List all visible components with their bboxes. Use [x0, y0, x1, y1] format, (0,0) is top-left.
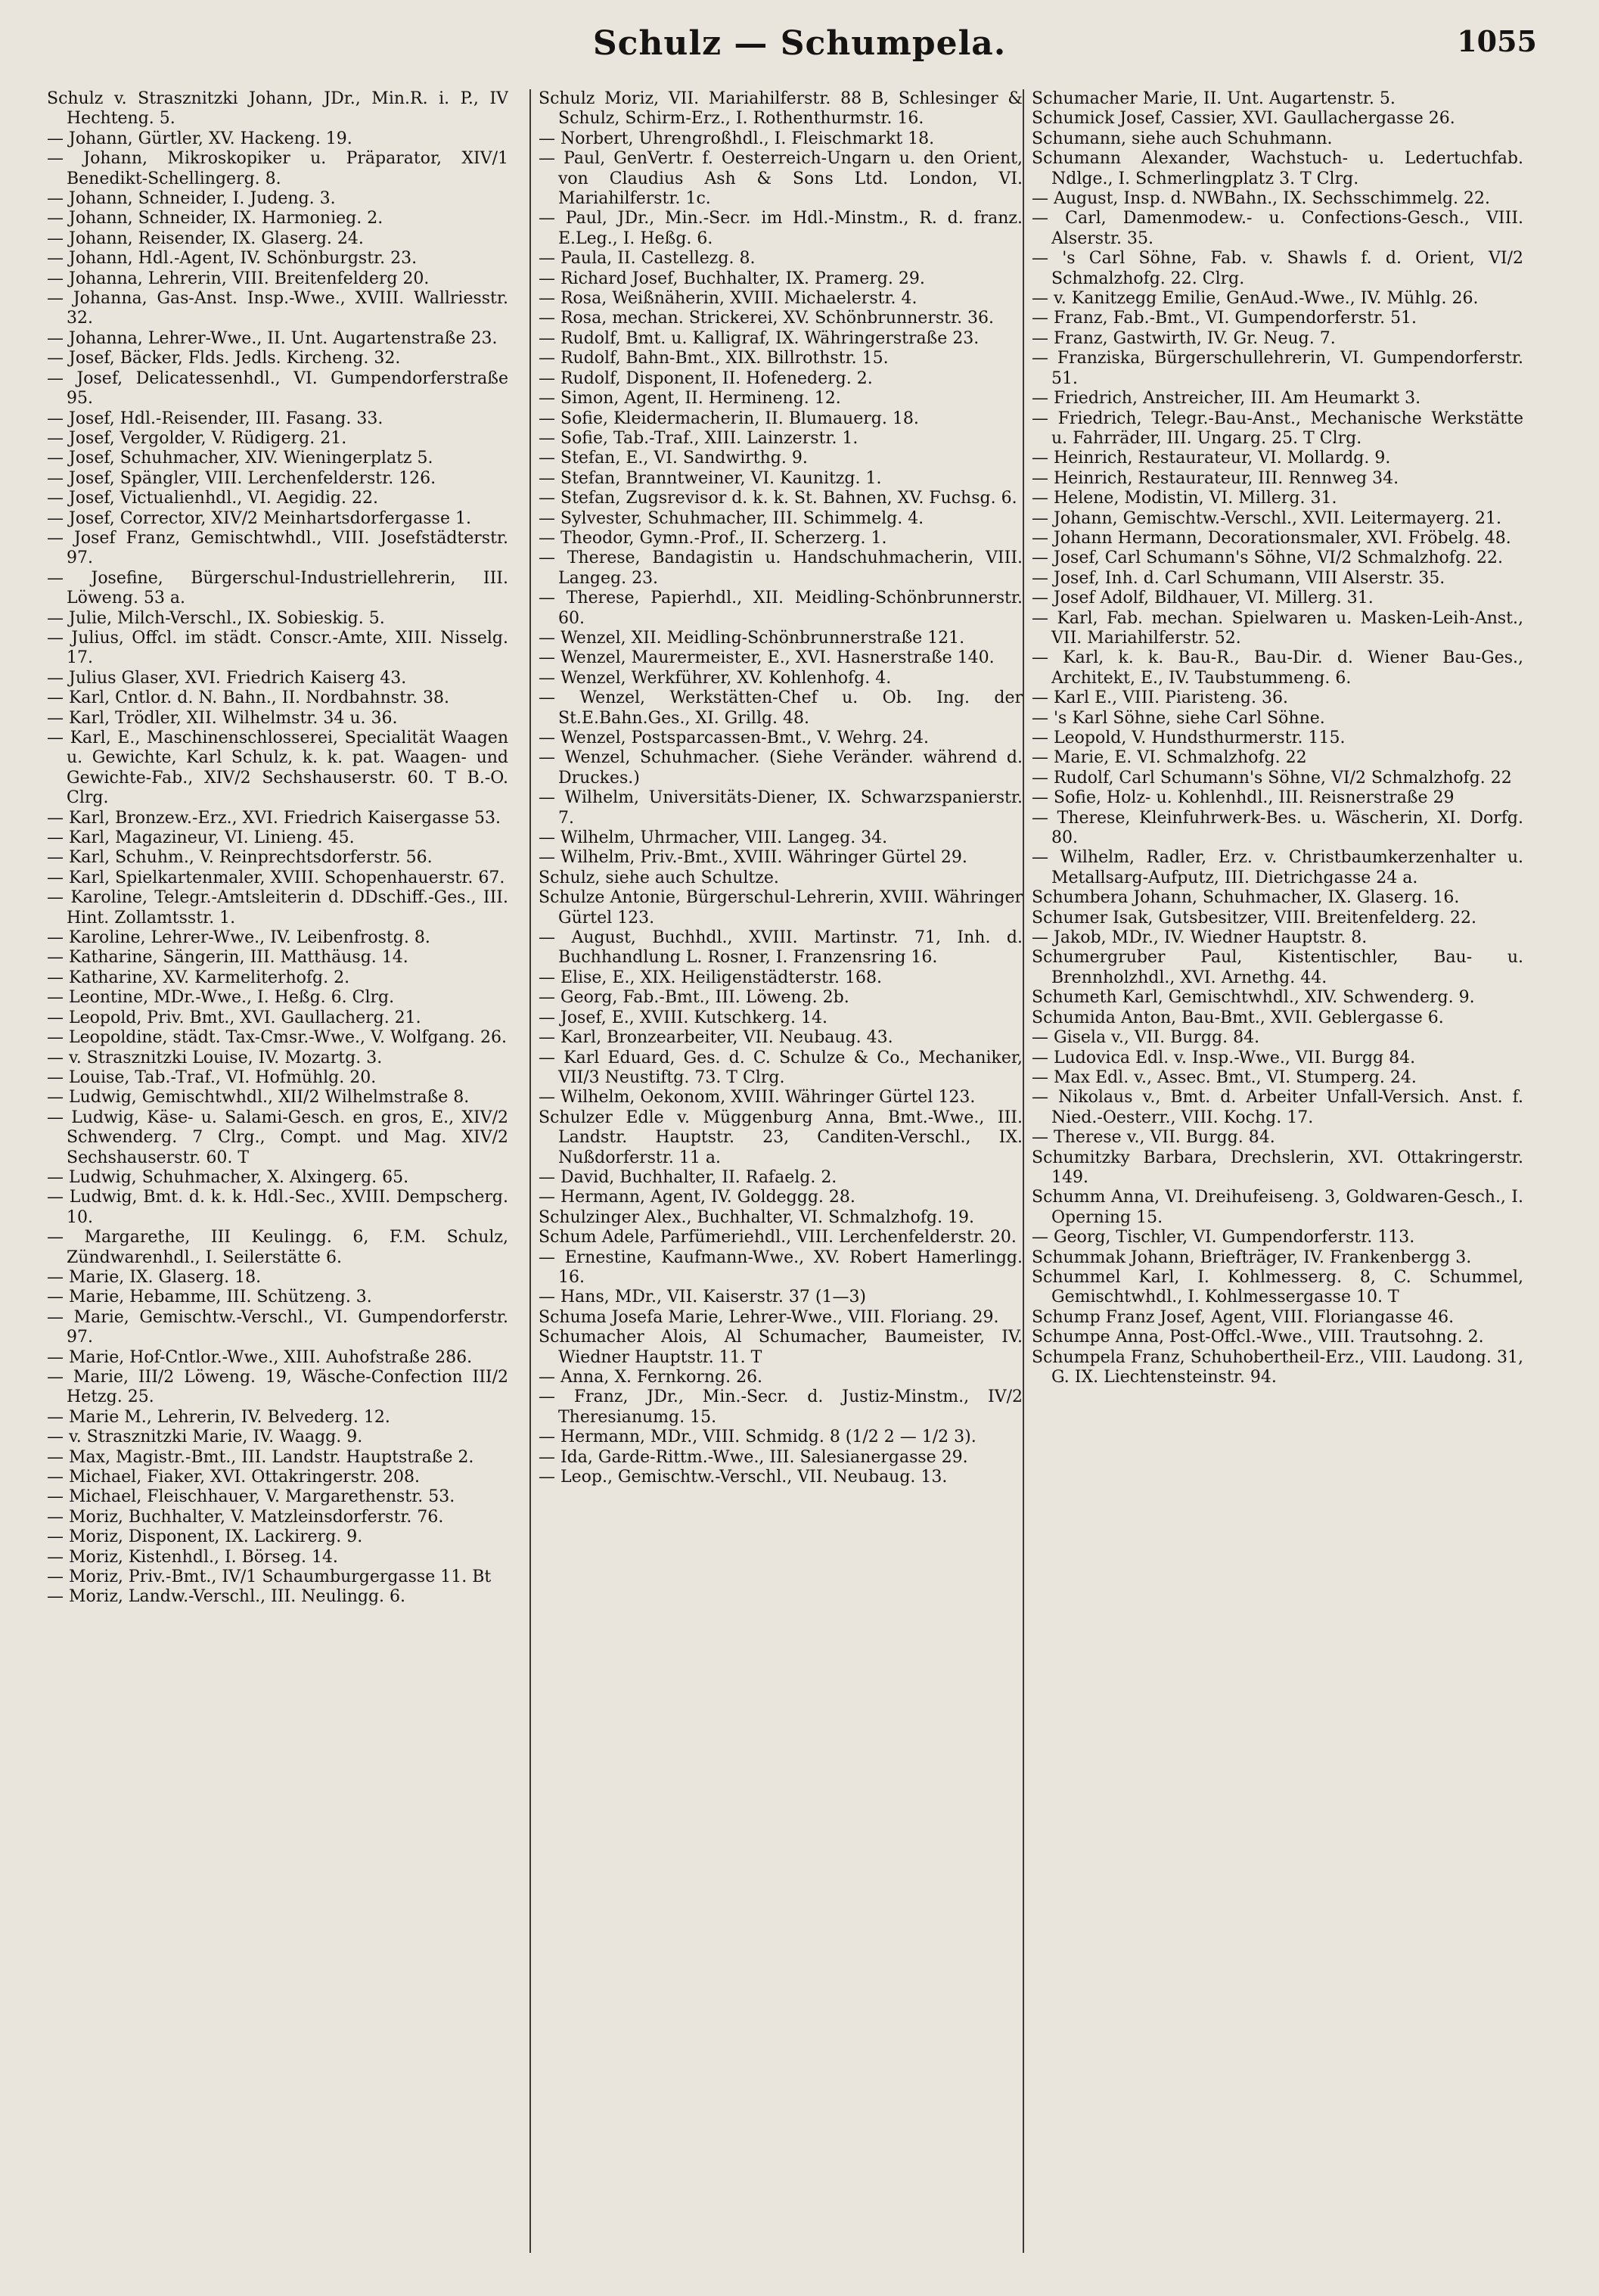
directory-entry: — Therese v., VII. Burgg. 84.: [1032, 1128, 1275, 1148]
directory-entry: — Johanna, Gas-Anst. Insp.-Wwe., XVIII. Wallriesstr. 32.: [47, 289, 508, 328]
directory-entry: Schumann Alexander, Wachstuch- u. Ledertuchfab. Ndlge., I. Schmerlingplatz 3. T Clrg.: [1032, 149, 1523, 188]
directory-entry: — Karoline, Telegr.-Amtsleiterin d. DDschiff.-Ges., III. Hint. Zollamtsstr. 1.: [47, 888, 508, 927]
directory-entry: — Johann, Reisender, IX. Glaserg. 24.: [47, 228, 364, 248]
directory-entry: — Johann, Mikroskopiker u. Präparator, XIV/1 Benedikt-Schellingerg. 8.: [47, 149, 508, 188]
directory-entry: — Leopold, V. Hundsthurmerstr. 115.: [1032, 729, 1346, 747]
directory-entry: — Marie, Hof-Cntlor.-Wwe., XIII. Auhofstraße 286.: [47, 1347, 473, 1367]
directory-entry: — Leop., Gemischtw.-Verschl., VII. Neubaug. 13.: [539, 1468, 948, 1487]
directory-entry: — Moriz, Disponent, IX. Lackirerg. 9.: [47, 1527, 363, 1547]
directory-entry: — David, Buchhalter, II. Rafaelg. 2.: [539, 1167, 837, 1187]
directory-entry: — Stefan, Branntweiner, VI. Kaunitzg. 1.: [539, 468, 882, 488]
directory-entry: — Hans, MDr., VII. Kaiserstr. 37 (1—3): [539, 1288, 867, 1307]
directory-entry: — Karl Eduard, Ges. d. C. Schulze & Co., Mechaniker, VII/3 Neustiftg. 73. T Clrg.: [539, 1048, 1023, 1087]
directory-entry: — Wenzel, Maurermeister, E., XVI. Hasnerstraße 140.: [539, 648, 995, 668]
column-left: [47, 89, 508, 2260]
directory-entry: — Rudolf, Disponent, II. Hofenederg. 2.: [539, 368, 873, 388]
directory-entry: — Sofie, Tab.-Traf., XIII. Lainzerstr. 1.: [539, 428, 858, 448]
directory-entry: — Wenzel, XII. Meidling-Schönbrunnerstraße 121.: [539, 628, 965, 648]
directory-entry: Schumida Anton, Bau-Bmt., XVII. Geblergasse 6.: [1032, 1008, 1444, 1027]
directory-entry: — Josef, Victualienhdl., VI. Aegidig. 22.: [47, 489, 378, 508]
directory-entry: — Georg, Tischler, VI. Gumpendorferstr. 113.: [1032, 1228, 1415, 1247]
directory-entry: — Margarethe, III Keulingg. 6, F.M. Schulz, Zündwarenhdl., I. Seilerstätte 6.: [47, 1228, 508, 1267]
directory-entry: — Franz, JDr., Min.-Secr. d. Justiz-Minstm., IV/2 Theresianumg. 15.: [539, 1387, 1023, 1427]
directory-entry: — Karl, Schuhm., V. Reinprechtsdorferstr. 56.: [47, 848, 433, 868]
directory-entry: — Johann, Gürtler, XV. Hackeng. 19.: [47, 129, 352, 148]
directory-entry: — Georg, Fab.-Bmt., III. Löweng. 2b.: [539, 988, 849, 1008]
directory-entry: — Marie, IX. Glaserg. 18.: [47, 1267, 262, 1287]
directory-entry: Schumm Anna, VI. Dreihufeiseng. 3, Goldwaren-Gesch., I. Operning 15.: [1032, 1188, 1523, 1227]
directory-entry: — v. Strasznitzki Louise, IV. Mozartg. 3.: [47, 1048, 383, 1067]
directory-entry: — Ludwig, Bmt. d. k. k. Hdl.-Sec., XVIII. Dempscherg. 10.: [47, 1188, 508, 1227]
directory-entry: — Marie, E. VI. Schmalzhofg. 22: [1032, 748, 1307, 768]
directory-entry: — Josef, Bäcker, Flds. Jedls. Kircheng. 32.: [47, 349, 401, 368]
column-right: [1032, 89, 1523, 2260]
directory-entry: — Karl, Bronzearbeiter, VII. Neubaug. 43.: [539, 1028, 893, 1048]
directory-entry: — v. Kanitzegg Emilie, GenAud.-Wwe., IV. Mühlg. 26.: [1032, 289, 1479, 309]
directory-entry: — August, Insp. d. NWBahn., IX. Sechsschimmelg. 22.: [1032, 189, 1491, 209]
directory-entry: — Max Edl. v., Assec. Bmt., VI. Stumperg. 24.: [1032, 1067, 1417, 1087]
directory-entry: Schumergruber Paul, Kistentischler, Bau- u. Brennholzhdl., XVI. Arnethg. 44.: [1032, 948, 1523, 987]
directory-entry: — Wilhelm, Uhrmacher, VIII. Langeg. 34.: [539, 828, 888, 848]
directory-entry: Schulze Antonie, Bürgerschul-Lehrerin, XVIII. Währinger Gürtel 123.: [539, 888, 1023, 927]
directory-entry: — Franz, Gastwirth, IV. Gr. Neug. 7.: [1032, 328, 1336, 348]
column-divider: [529, 89, 531, 2253]
directory-entry: — Josef, E., XVIII. Kutschkerg. 14.: [539, 1008, 828, 1027]
directory-entry: — Helene, Modistin, VI. Millerg. 31.: [1032, 489, 1337, 508]
directory-entry: — Wilhelm, Oekonom, XVIII. Währinger Gürtel 123.: [539, 1088, 976, 1108]
directory-entry: Schumacher Marie, II. Unt. Augartenstr. 5.: [1032, 89, 1396, 108]
directory-entry: Schump Franz Josef, Agent, VIII. Floriangasse 46.: [1032, 1307, 1455, 1327]
directory-entry: Schumeth Karl, Gemischtwhdl., XIV. Schwenderg. 9.: [1032, 988, 1475, 1008]
directory-entry: — Josef, Inh. d. Carl Schumann, VIII Alserstr. 35.: [1032, 568, 1445, 588]
directory-entry: Schulzinger Alex., Buchhalter, VI. Schmalzhofg. 19.: [539, 1207, 974, 1227]
page-header: [0, 21, 1599, 74]
page-title: Schulz — Schumpela.: [592, 24, 1007, 63]
directory-entry: Schulz v. Strasznitzki Johann, JDr., Min.R. i. P., IV Hechteng. 5.: [47, 89, 508, 129]
directory-entry: — Gisela v., VII. Burgg. 84.: [1032, 1028, 1260, 1048]
directory-entry: — Therese, Kleinfuhrwerk-Bes. u. Wäscherin, XI. Dorfg. 80.: [1032, 808, 1523, 848]
directory-entry: Schummak Johann, Briefträger, IV. Frankenbergg 3.: [1032, 1247, 1472, 1267]
directory-entry: — Wilhelm, Universitäts-Diener, IX. Schwarzspanierstr. 7.: [539, 788, 1023, 828]
directory-entry: Schumann, siehe auch Schuhmann.: [1032, 129, 1333, 148]
directory-entry: — Josef, Hdl.-Reisender, III. Fasang. 33.: [47, 409, 383, 428]
directory-entry: — Rudolf, Bahn-Bmt., XIX. Billrothstr. 15.: [539, 349, 889, 368]
directory-entry: — Josefine, Bürgerschul-Industriellehrerin, III. Löweng. 53 a.: [47, 568, 508, 608]
directory-entry: — Rosa, Weißnäherin, XVIII. Michaelerstr. 4.: [539, 289, 917, 309]
column-middle: [539, 89, 1023, 2260]
directory-entry: — Rudolf, Bmt. u. Kalligraf, IX. Währingerstraße 23.: [539, 328, 980, 348]
directory-entry: — Johann, Gemischtw.-Verschl., XVII. Leitermayerg. 21.: [1032, 508, 1501, 528]
directory-entry: — Josef Adolf, Bildhauer, VI. Millerg. 31.: [1032, 589, 1374, 608]
directory-entry: Schumer Isak, Gutsbesitzer, VIII. Breitenfelderg. 22.: [1032, 908, 1476, 927]
directory-entry: — Sylvester, Schuhmacher, III. Schimmelg. 4.: [539, 508, 924, 528]
directory-entry: — Johann, Schneider, IX. Harmonieg. 2.: [47, 209, 383, 228]
directory-entry: — Ludwig, Käse- u. Salami-Gesch. en gros, E., XIV/2 Schwenderg. 7 Clrg., Compt. und Mag. XIV/2 Sechshauserstr. 60. T: [47, 1108, 508, 1167]
directory-entry: — Sofie, Holz- u. Kohlenhdl., III. Reisnerstraße 29: [1032, 788, 1455, 808]
page-number: 1055: [1457, 24, 1537, 58]
directory-entry: Schumpela Franz, Schuhobertheil-Erz., VIII. Laudong. 31, G. IX. Liechtensteinstr. 94.: [1032, 1347, 1523, 1387]
directory-entry: — Marie, Gemischtw.-Verschl., VI. Gumpendorferstr. 97.: [47, 1307, 508, 1347]
directory-entry: — Karl E., VIII. Piaristeng. 36.: [1032, 688, 1288, 708]
column-divider: [1023, 89, 1024, 2253]
directory-entry: — Wilhelm, Radler, Erz. v. Christbaumkerzenhalter u. Metallsarg-Aufputz, III. Dietrichgasse 24 a.: [1032, 848, 1523, 887]
directory-entry: — Franziska, Bürgerschullehrerin, VI. Gumpendorferstr. 51.: [1032, 349, 1523, 388]
directory-entry: — Ida, Garde-Rittm.-Wwe., III. Salesianergasse 29.: [539, 1447, 968, 1467]
directory-entry: — Wilhelm, Priv.-Bmt., XVIII. Währinger Gürtel 29.: [539, 848, 967, 868]
directory-entry: — Rudolf, Carl Schumann's Söhne, VI/2 Schmalzhofg. 22: [1032, 768, 1512, 788]
directory-entry: — v. Strasznitzki Marie, IV. Waagg. 9.: [47, 1428, 363, 1447]
directory-entry: — Sofie, Kleidermacherin, II. Blumauerg. 18.: [539, 409, 919, 428]
directory-entry: Schumbera Johann, Schuhmacher, IX. Glaserg. 16.: [1032, 888, 1460, 908]
directory-entry: — Jakob, MDr., IV. Wiedner Hauptstr. 8.: [1032, 928, 1368, 948]
directory-entry: — Karl, Magazineur, VI. Linieng. 45.: [47, 828, 355, 848]
directory-entry: — Josef, Delicatessenhdl., VI. Gumpendorferstraße 95.: [47, 368, 508, 409]
directory-entry: — Leontine, MDr.-Wwe., I. Heßg. 6. Clrg.: [47, 988, 395, 1008]
directory-entry: — Wenzel, Werkführer, XV. Kohlenhofg. 4.: [539, 668, 892, 688]
directory-entry: — Karl, Cntlor. d. N. Bahn., II. Nordbahnstr. 38.: [47, 688, 449, 708]
directory-entry: — Moriz, Priv.-Bmt., IV/1 Schaumburgergasse 11. Bt: [47, 1567, 492, 1587]
directory-entry: — Heinrich, Restaurateur, VI. Mollardg. 9.: [1032, 449, 1391, 468]
directory-entry: — Marie, Hebamme, III. Schützeng. 3.: [47, 1288, 372, 1307]
directory-entry: — Therese, Papierhdl., XII. Meidling-Schönbrunnerstr. 60.: [539, 589, 1023, 628]
directory-entry: — Nikolaus v., Bmt. d. Arbeiter Unfall-Versich. Anst. f. Nied.-Oesterr., VIII. Kochg. 17.: [1032, 1088, 1523, 1127]
directory-entry: — Julius Glaser, XVI. Friedrich Kaiserg 43.: [47, 668, 407, 688]
directory-entry: — Josef, Schuhmacher, XIV. Wieningerplatz 5.: [47, 449, 433, 468]
directory-entry: — Julie, Milch-Verschl., IX. Sobieskig. 5.: [47, 608, 385, 628]
directory-entry: — Karl, Fab. mechan. Spielwaren u. Masken-Leih-Anst., VII. Mariahilferstr. 52.: [1032, 608, 1523, 648]
directory-entry: — Therese, Bandagistin u. Handschuhmacherin, VIII. Langeg. 23.: [539, 548, 1023, 588]
directory-entry: — Karl, k. k. Bau-R., Bau-Dir. d. Wiener Bau-Ges., Architekt, E., IV. Taubstummeng. 6.: [1032, 648, 1523, 688]
directory-entry: — Stefan, E., VI. Sandwirthg. 9.: [539, 449, 808, 468]
directory-entry: — Johann Hermann, Decorationsmaler, XVI. Fröbelg. 48.: [1032, 528, 1511, 548]
directory-entry: — Marie, III/2 Löweng. 19, Wäsche-Confection III/2 Hetzg. 25.: [47, 1368, 508, 1407]
directory-entry: — Max, Magistr.-Bmt., III. Landstr. Hauptstraße 2.: [47, 1447, 474, 1467]
directory-entry: — Stefan, Zugsrevisor d. k. k. St. Bahnen, XV. Fuchsg. 6.: [539, 489, 1017, 508]
directory-entry: — Johann, Schneider, I. Judeng. 3.: [47, 189, 336, 209]
directory-entry: Schulzer Edle v. Müggenburg Anna, Bmt.-Wwe., III. Landstr. Hauptstr. 23, Canditen-Verschl., IX. Nußdorferstr. 11 a.: [539, 1108, 1023, 1167]
directory-entry: — Moriz, Buchhalter, V. Matzleinsdorferstr. 76.: [47, 1507, 444, 1527]
directory-entry: — Elise, E., XIX. Heiligenstädterstr. 168.: [539, 968, 882, 987]
directory-entry: — Moriz, Landw.-Verschl., III. Neulingg. 6.: [47, 1587, 405, 1607]
directory-entry: — Leopoldine, städt. Tax-Cmsr.-Wwe., V. Wolfgang. 26.: [47, 1028, 507, 1048]
directory-entry: — Wenzel, Postsparcassen-Bmt., V. Wehrg. 24.: [539, 729, 930, 747]
directory-entry: — Anna, X. Fernkorng. 26.: [539, 1368, 763, 1387]
directory-entry: — Leopold, Priv. Bmt., XVI. Gaullacherg. 21.: [47, 1008, 421, 1027]
directory-entry: — Katharine, XV. Karmeliterhofg. 2.: [47, 968, 350, 987]
directory-entry: — Josef, Corrector, XIV/2 Meinhartsdorfergasse 1.: [47, 508, 471, 528]
directory-entry: Schumick Josef, Cassier, XVI. Gaullachergasse 26.: [1032, 109, 1455, 129]
directory-entry: Schummel Karl, I. Kohlmesserg. 8, C. Schummel, Gemischtwhdl., I. Kohlmessergasse 10. T: [1032, 1267, 1523, 1307]
directory-entry: — Paul, JDr., Min.-Secr. im Hdl.-Minstm., R. d. franz. E.Leg., I. Heßg. 6.: [539, 209, 1023, 248]
directory-entry: — Josef, Carl Schumann's Söhne, VI/2 Schmalzhofg. 22.: [1032, 548, 1504, 568]
directory-entry: — Michael, Fiaker, XVI. Ottakringerstr. 208.: [47, 1468, 420, 1487]
directory-entry: — Paula, II. Castellezg. 8.: [539, 249, 756, 269]
directory-entry: Schumitzky Barbara, Drechslerin, XVI. Ottakringerstr. 149.: [1032, 1148, 1523, 1187]
directory-entry: Schulz, siehe auch Schultze.: [539, 868, 779, 887]
directory-entry: — Paul, GenVertr. f. Oesterreich-Ungarn u. den Orient, von Claudius Ash & Sons Ltd. London, VI. Mariahilferstr. 1c.: [539, 149, 1023, 209]
directory-entry: — Friedrich, Anstreicher, III. Am Heumarkt 3.: [1032, 389, 1421, 409]
directory-entry: — Josef, Vergolder, V. Rüdigerg. 21.: [47, 428, 347, 448]
directory-entry: — Wenzel, Schuhmacher. (Siehe Veränder. während d. Druckes.): [539, 748, 1023, 788]
directory-entry: — Louise, Tab.-Traf., VI. Hofmühlg. 20.: [47, 1067, 377, 1087]
directory-entry: — Johanna, Lehrerin, VIII. Breitenfelderg 20.: [47, 269, 430, 288]
directory-entry: — Marie M., Lehrerin, IV. Belvederg. 12.: [47, 1407, 390, 1427]
directory-entry: Schulz Moriz, VII. Mariahilferstr. 88 B, Schlesinger & Schulz, Schirm-Erz., I. Rothenthurmstr. 16.: [539, 89, 1023, 129]
directory-entry: — 's Karl Söhne, siehe Carl Söhne.: [1032, 708, 1325, 728]
directory-entry: — Josef, Spängler, VIII. Lerchenfelderstr. 126.: [47, 468, 436, 488]
directory-entry: Schumacher Alois, Al Schumacher, Baumeister, IV. Wiedner Hauptstr. 11. T: [539, 1328, 1023, 1367]
directory-entry: — Wenzel, Werkstätten-Chef u. Ob. Ing. der St.E.Bahn.Ges., XI. Grillg. 48.: [539, 688, 1023, 728]
directory-entry: — Rosa, mechan. Strickerei, XV. Schönbrunnerstr. 36.: [539, 309, 995, 328]
directory-entry: — Julius, Offcl. im städt. Conscr.-Amte, XIII. Nisselg. 17.: [47, 628, 508, 668]
directory-entry: — Theodor, Gymn.-Prof., II. Scherzerg. 1.: [539, 528, 887, 548]
directory-entry: — Ernestine, Kaufmann-Wwe., XV. Robert Hamerlingg. 16.: [539, 1247, 1023, 1287]
directory-entry: Schum Adele, Parfümeriehdl., VIII. Lerchenfelderstr. 20.: [539, 1228, 1017, 1247]
directory-entry: — Michael, Fleischhauer, V. Margarethenstr. 53.: [47, 1487, 455, 1507]
directory-entry: Schuma Josefa Marie, Lehrer-Wwe., VIII. Floriang. 29.: [539, 1307, 999, 1327]
directory-entry: — Ludwig, Schuhmacher, X. Alxingerg. 65.: [47, 1167, 409, 1187]
directory-entry: Schumpe Anna, Post-Offcl.-Wwe., VIII. Trautsohng. 2.: [1032, 1328, 1484, 1347]
directory-entry: — Josef Franz, Gemischtwhdl., VIII. Josefstädterstr. 97.: [47, 528, 508, 568]
directory-entry: — Norbert, Uhrengroßhdl., I. Fleischmarkt 18.: [539, 129, 935, 148]
directory-entry: — Karl, E., Maschinenschlosserei, Specialität Waagen u. Gewichte, Karl Schulz, k. k. pat. Waagen- und Gewichte-Fab., XIV/2 Sechshauserstr. 60. T B.-O. Clrg.: [47, 729, 508, 808]
directory-entry: — Carl, Damenmodew.- u. Confections-Gesch., VIII. Alserstr. 35.: [1032, 209, 1523, 248]
directory-entry: — Heinrich, Restaurateur, III. Rennweg 34.: [1032, 468, 1399, 488]
directory-entry: — Richard Josef, Buchhalter, IX. Pramerg. 29.: [539, 269, 925, 288]
directory-entry: — August, Buchhdl., XVIII. Martinstr. 71, Inh. d. Buchhandlung L. Rosner, I. Franzensring 16.: [539, 928, 1023, 968]
directory-entry: — Ludovica Edl. v. Insp.-Wwe., VII. Burgg 84.: [1032, 1048, 1416, 1067]
directory-entry: — Franz, Fab.-Bmt., VI. Gumpendorferstr. 51.: [1032, 309, 1417, 328]
directory-entry: — Moriz, Kistenhdl., I. Börseg. 14.: [47, 1547, 338, 1567]
directory-entry: — Hermann, Agent, IV. Goldeggg. 28.: [539, 1188, 855, 1207]
directory-entry: — Karl, Spielkartenmaler, XVIII. Schopenhauerstr. 67.: [47, 868, 505, 887]
directory-entry: — Karl, Trödler, XII. Wilhelmstr. 34 u. 36.: [47, 708, 398, 728]
directory-entry: — Friedrich, Telegr.-Bau-Anst., Mechanische Werkstätte u. Fahrräder, III. Ungarg. 25. T Clrg.: [1032, 409, 1523, 448]
directory-entry: — Ludwig, Gemischtwhdl., XII/2 Wilhelmstraße 8.: [47, 1088, 470, 1108]
directory-entry: — Karl, Bronzew.-Erz., XVI. Friedrich Kaisergasse 53.: [47, 808, 501, 828]
directory-entry: — Simon, Agent, II. Hermineng. 12.: [539, 389, 841, 409]
directory-entry: — 's Carl Söhne, Fab. v. Shawls f. d. Orient, VI/2 Schmalzhofg. 22. Clrg.: [1032, 249, 1523, 288]
directory-entry: — Johanna, Lehrer-Wwe., II. Unt. Augartenstraße 23.: [47, 328, 498, 348]
directory-entry: — Katharine, Sängerin, III. Matthäusg. 14.: [47, 948, 408, 968]
directory-entry: — Hermann, MDr., VIII. Schmidg. 8 (1/2 2 — 1/2 3).: [539, 1428, 976, 1447]
directory-entry: — Karoline, Lehrer-Wwe., IV. Leibenfrostg. 8.: [47, 928, 430, 948]
directory-entry: — Johann, Hdl.-Agent, IV. Schönburgstr. 23.: [47, 249, 418, 269]
